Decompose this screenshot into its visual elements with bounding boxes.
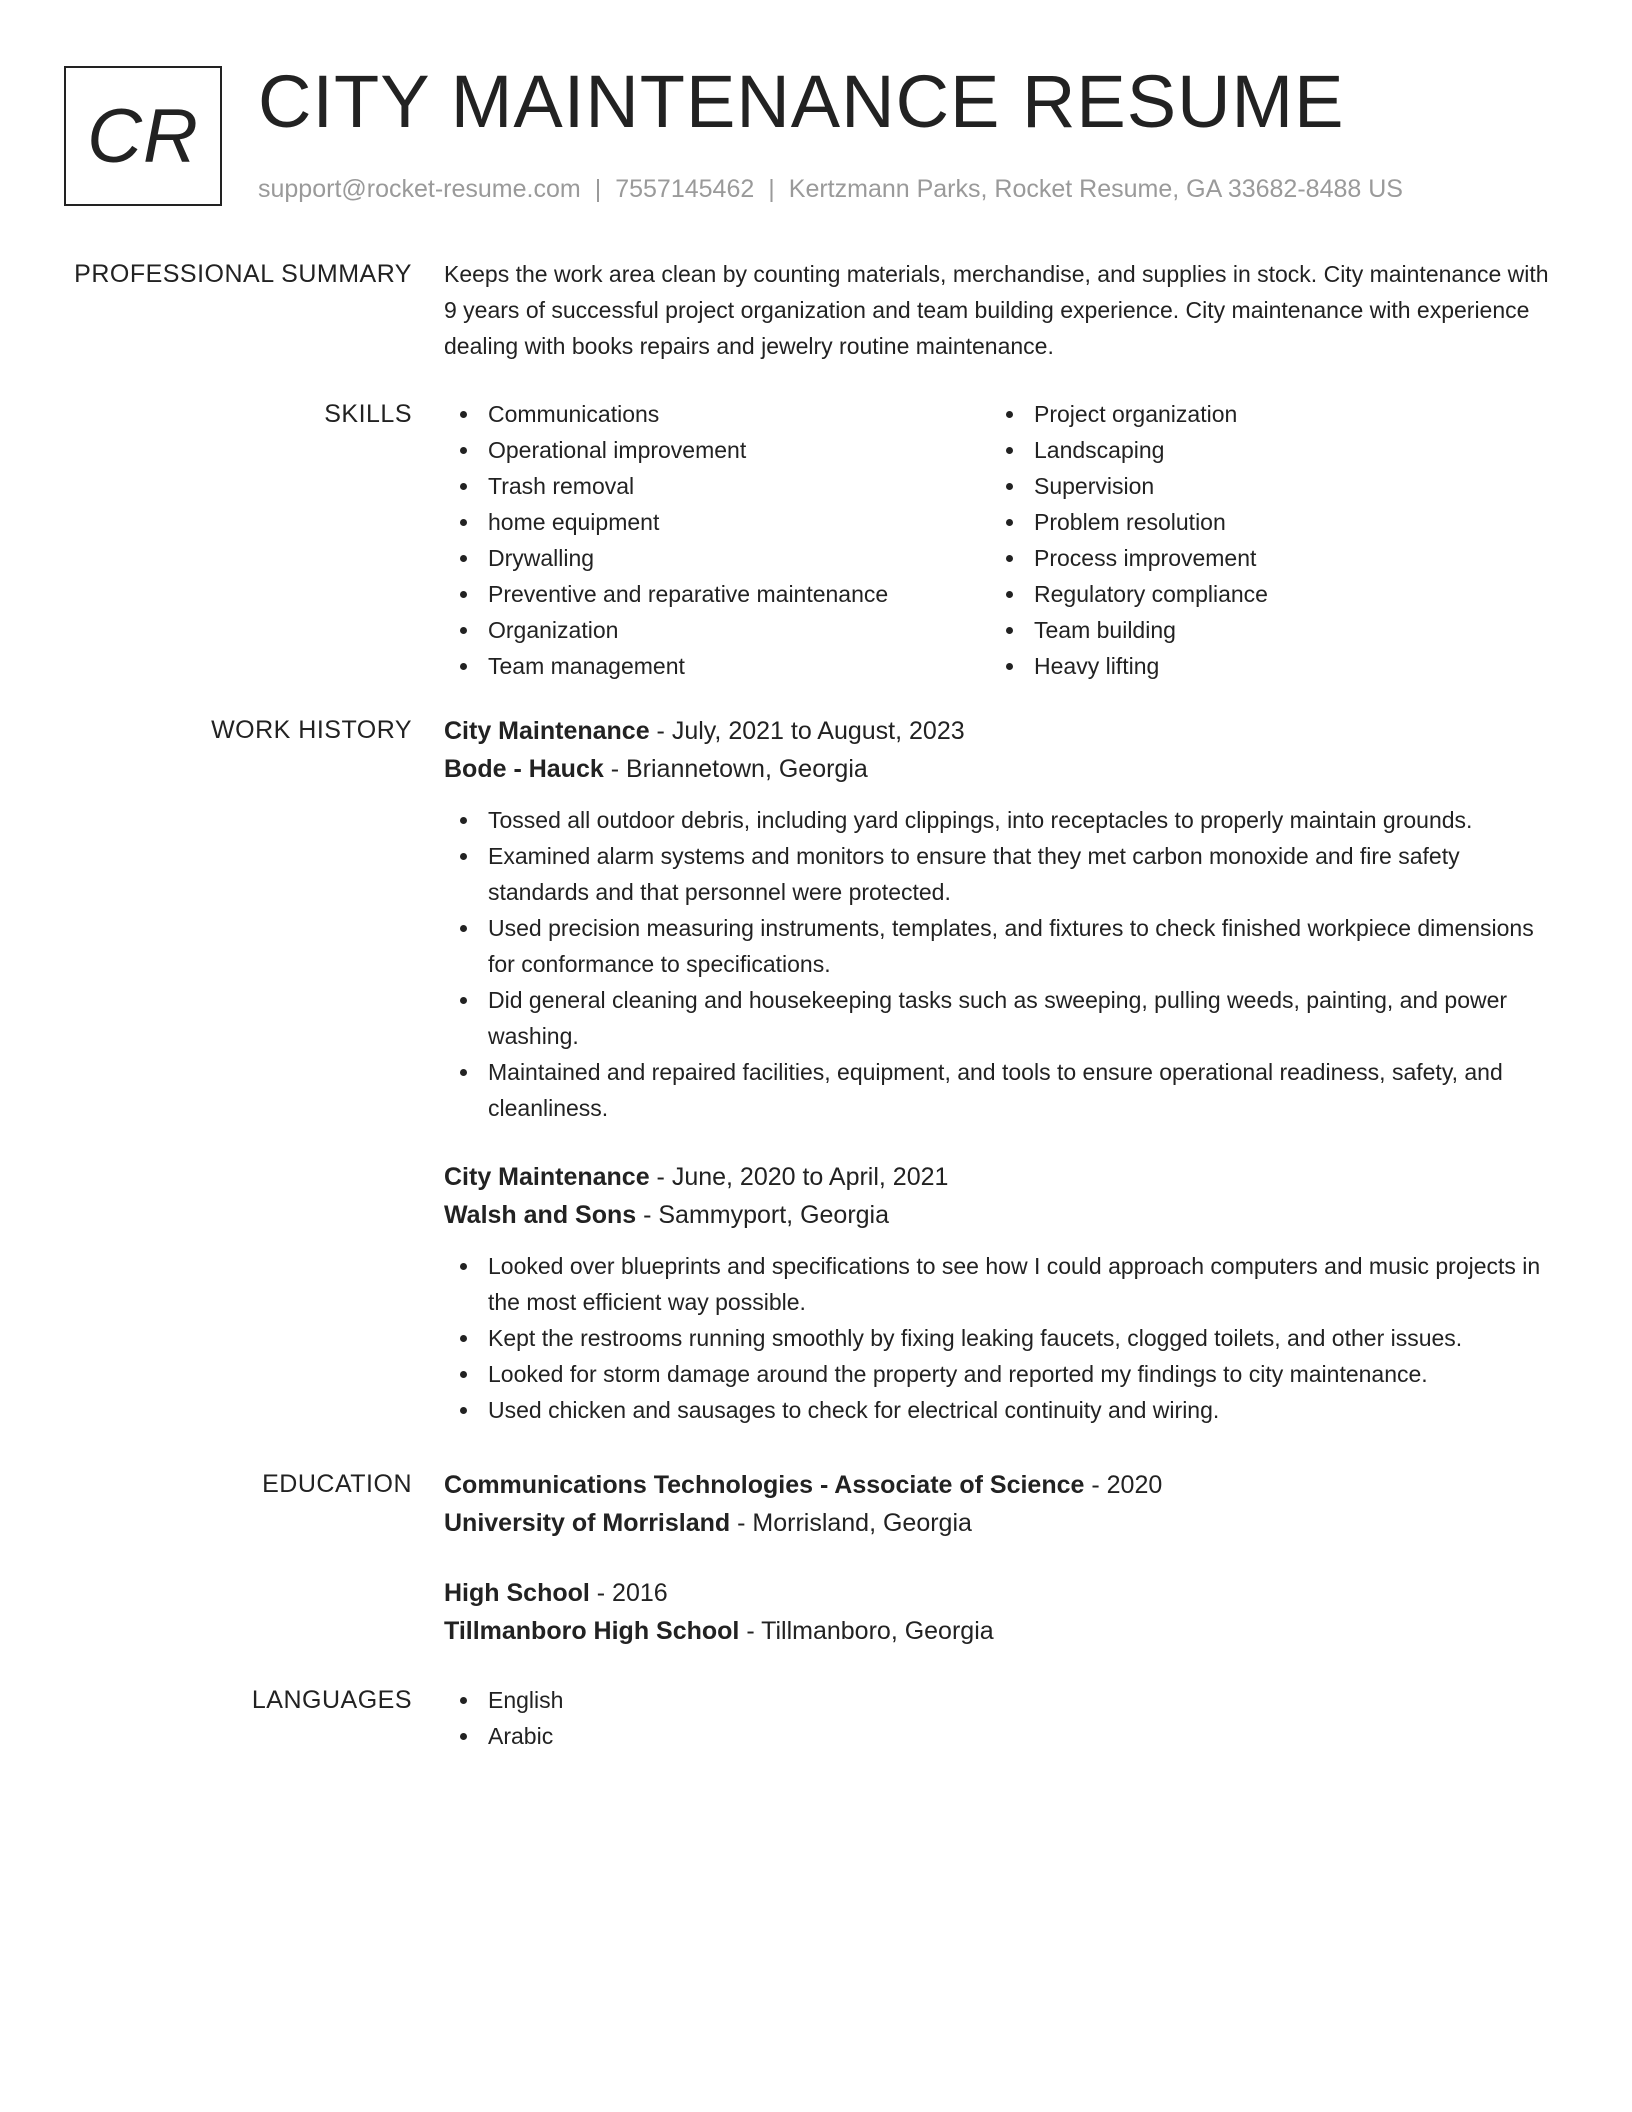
education-location: - Morrisland, Georgia bbox=[730, 1509, 972, 1537]
section-label-skills: SKILLS bbox=[324, 400, 412, 428]
skill-item: Trash removal bbox=[444, 468, 990, 504]
job-title: City Maintenance bbox=[444, 717, 650, 745]
job-bullet: Used precision measuring instruments, templates, and fixtures to check finished workpiece dimensions for conformance to specifications. bbox=[444, 910, 1564, 982]
skills-body bbox=[444, 396, 1564, 684]
job-bullet: Maintained and repaired facilities, equipment, and tools to ensure operational readiness, safety, and cleanliness. bbox=[444, 1054, 1564, 1126]
job-bullet-list bbox=[444, 802, 1564, 1126]
job-company-line bbox=[444, 1196, 1564, 1234]
job-dates: - July, 2021 to August, 2023 bbox=[649, 717, 965, 745]
job-bullet: Looked over blueprints and specifications to see how I could approach computers and music projects in the most efficient way possible. bbox=[444, 1248, 1564, 1320]
job-bullet: Examined alarm systems and monitors to ensure that they met carbon monoxide and fire safety standards and that personnel were protected. bbox=[444, 838, 1564, 910]
education-school-line bbox=[444, 1612, 1564, 1650]
education-degree: Communications Technologies - Associate of Science bbox=[444, 1471, 1085, 1499]
work-history-body bbox=[444, 712, 1564, 1428]
job-bullet: Did general cleaning and housekeeping tasks such as sweeping, pulling weeds, painting, and power washing. bbox=[444, 982, 1564, 1054]
skills-list-right bbox=[990, 396, 1536, 684]
skills-list-left bbox=[444, 396, 990, 684]
resume-title: CITY MAINTENANCE RESUME bbox=[258, 60, 1345, 143]
languages-list bbox=[444, 1682, 1564, 1754]
contact-phone[interactable]: 7557145462 bbox=[615, 175, 755, 203]
job-title: City Maintenance bbox=[444, 1163, 650, 1191]
job-location: - Briannetown, Georgia bbox=[603, 755, 868, 783]
languages-body bbox=[444, 1682, 1564, 1754]
skill-item: Communications bbox=[444, 396, 990, 432]
summary-body bbox=[444, 256, 1564, 364]
education-entry bbox=[444, 1466, 1564, 1542]
section-label-languages: LANGUAGES bbox=[251, 1686, 412, 1714]
job-title-line bbox=[444, 712, 1564, 750]
language-item: English bbox=[444, 1682, 1564, 1718]
language-item: Arabic bbox=[444, 1718, 1564, 1754]
job-bullet: Used chicken and sausages to check for electrical continuity and wiring. bbox=[444, 1392, 1564, 1428]
job-bullet: Tossed all outdoor debris, including yard clippings, into receptacles to properly maintain grounds. bbox=[444, 802, 1564, 838]
section-label-work-history: WORK HISTORY bbox=[211, 716, 412, 744]
job-title-line bbox=[444, 1158, 1564, 1196]
education-location: - Tillmanboro, Georgia bbox=[739, 1617, 994, 1645]
job-bullet: Looked for storm damage around the property and reported my findings to city maintenance. bbox=[444, 1356, 1564, 1392]
contact-address: Kertzmann Parks, Rocket Resume, GA 33682-8488 US bbox=[788, 175, 1403, 203]
education-year: - 2016 bbox=[589, 1579, 668, 1607]
education-year: - 2020 bbox=[1084, 1471, 1163, 1499]
skill-item: Organization bbox=[444, 612, 990, 648]
education-degree-line bbox=[444, 1574, 1564, 1612]
job-bullet: Kept the restrooms running smoothly by fixing leaking faucets, clogged toilets, and other issues. bbox=[444, 1320, 1564, 1356]
skill-item: Heavy lifting bbox=[990, 648, 1536, 684]
job-bullet-list bbox=[444, 1248, 1564, 1428]
job-location: - Sammyport, Georgia bbox=[636, 1201, 890, 1229]
skill-item: Project organization bbox=[990, 396, 1536, 432]
skill-item: Team management bbox=[444, 648, 990, 684]
skill-item: Supervision bbox=[990, 468, 1536, 504]
education-body bbox=[444, 1466, 1564, 1650]
contact-email[interactable]: support@rocket-resume.com bbox=[258, 175, 581, 203]
skill-item: Drywalling bbox=[444, 540, 990, 576]
education-school: University of Morrisland bbox=[444, 1509, 731, 1537]
education-school-line bbox=[444, 1504, 1564, 1542]
skill-item: Problem resolution bbox=[990, 504, 1536, 540]
skill-item: home equipment bbox=[444, 504, 990, 540]
job-company: Walsh and Sons bbox=[444, 1201, 637, 1229]
skill-item: Preventive and reparative maintenance bbox=[444, 576, 990, 612]
contact-separator: | bbox=[768, 175, 775, 203]
job-entry bbox=[444, 712, 1564, 1126]
skill-item: Landscaping bbox=[990, 432, 1536, 468]
monogram-logo: CR bbox=[64, 66, 222, 206]
summary-text: Keeps the work area clean by counting materials, merchandise, and supplies in stock. City maintenance with 9 years of successful project organization and team building experience. City maintenance with experience dealing with books repairs and jewelry routine maintenance. bbox=[444, 261, 1549, 359]
education-entry bbox=[444, 1574, 1564, 1650]
skill-item: Regulatory compliance bbox=[990, 576, 1536, 612]
job-company-line bbox=[444, 750, 1564, 788]
section-label-summary: PROFESSIONAL SUMMARY bbox=[74, 260, 412, 288]
section-label-education: EDUCATION bbox=[262, 1470, 412, 1498]
job-dates: - June, 2020 to April, 2021 bbox=[649, 1163, 949, 1191]
contact-separator: | bbox=[594, 175, 602, 203]
education-school: Tillmanboro High School bbox=[444, 1617, 740, 1645]
skill-item: Operational improvement bbox=[444, 432, 990, 468]
education-degree-line bbox=[444, 1466, 1564, 1504]
contact-line bbox=[258, 174, 1403, 204]
education-degree: High School bbox=[444, 1579, 590, 1607]
job-entry bbox=[444, 1158, 1564, 1428]
job-company: Bode - Hauck bbox=[444, 755, 604, 783]
skill-item: Process improvement bbox=[990, 540, 1536, 576]
skill-item: Team building bbox=[990, 612, 1536, 648]
